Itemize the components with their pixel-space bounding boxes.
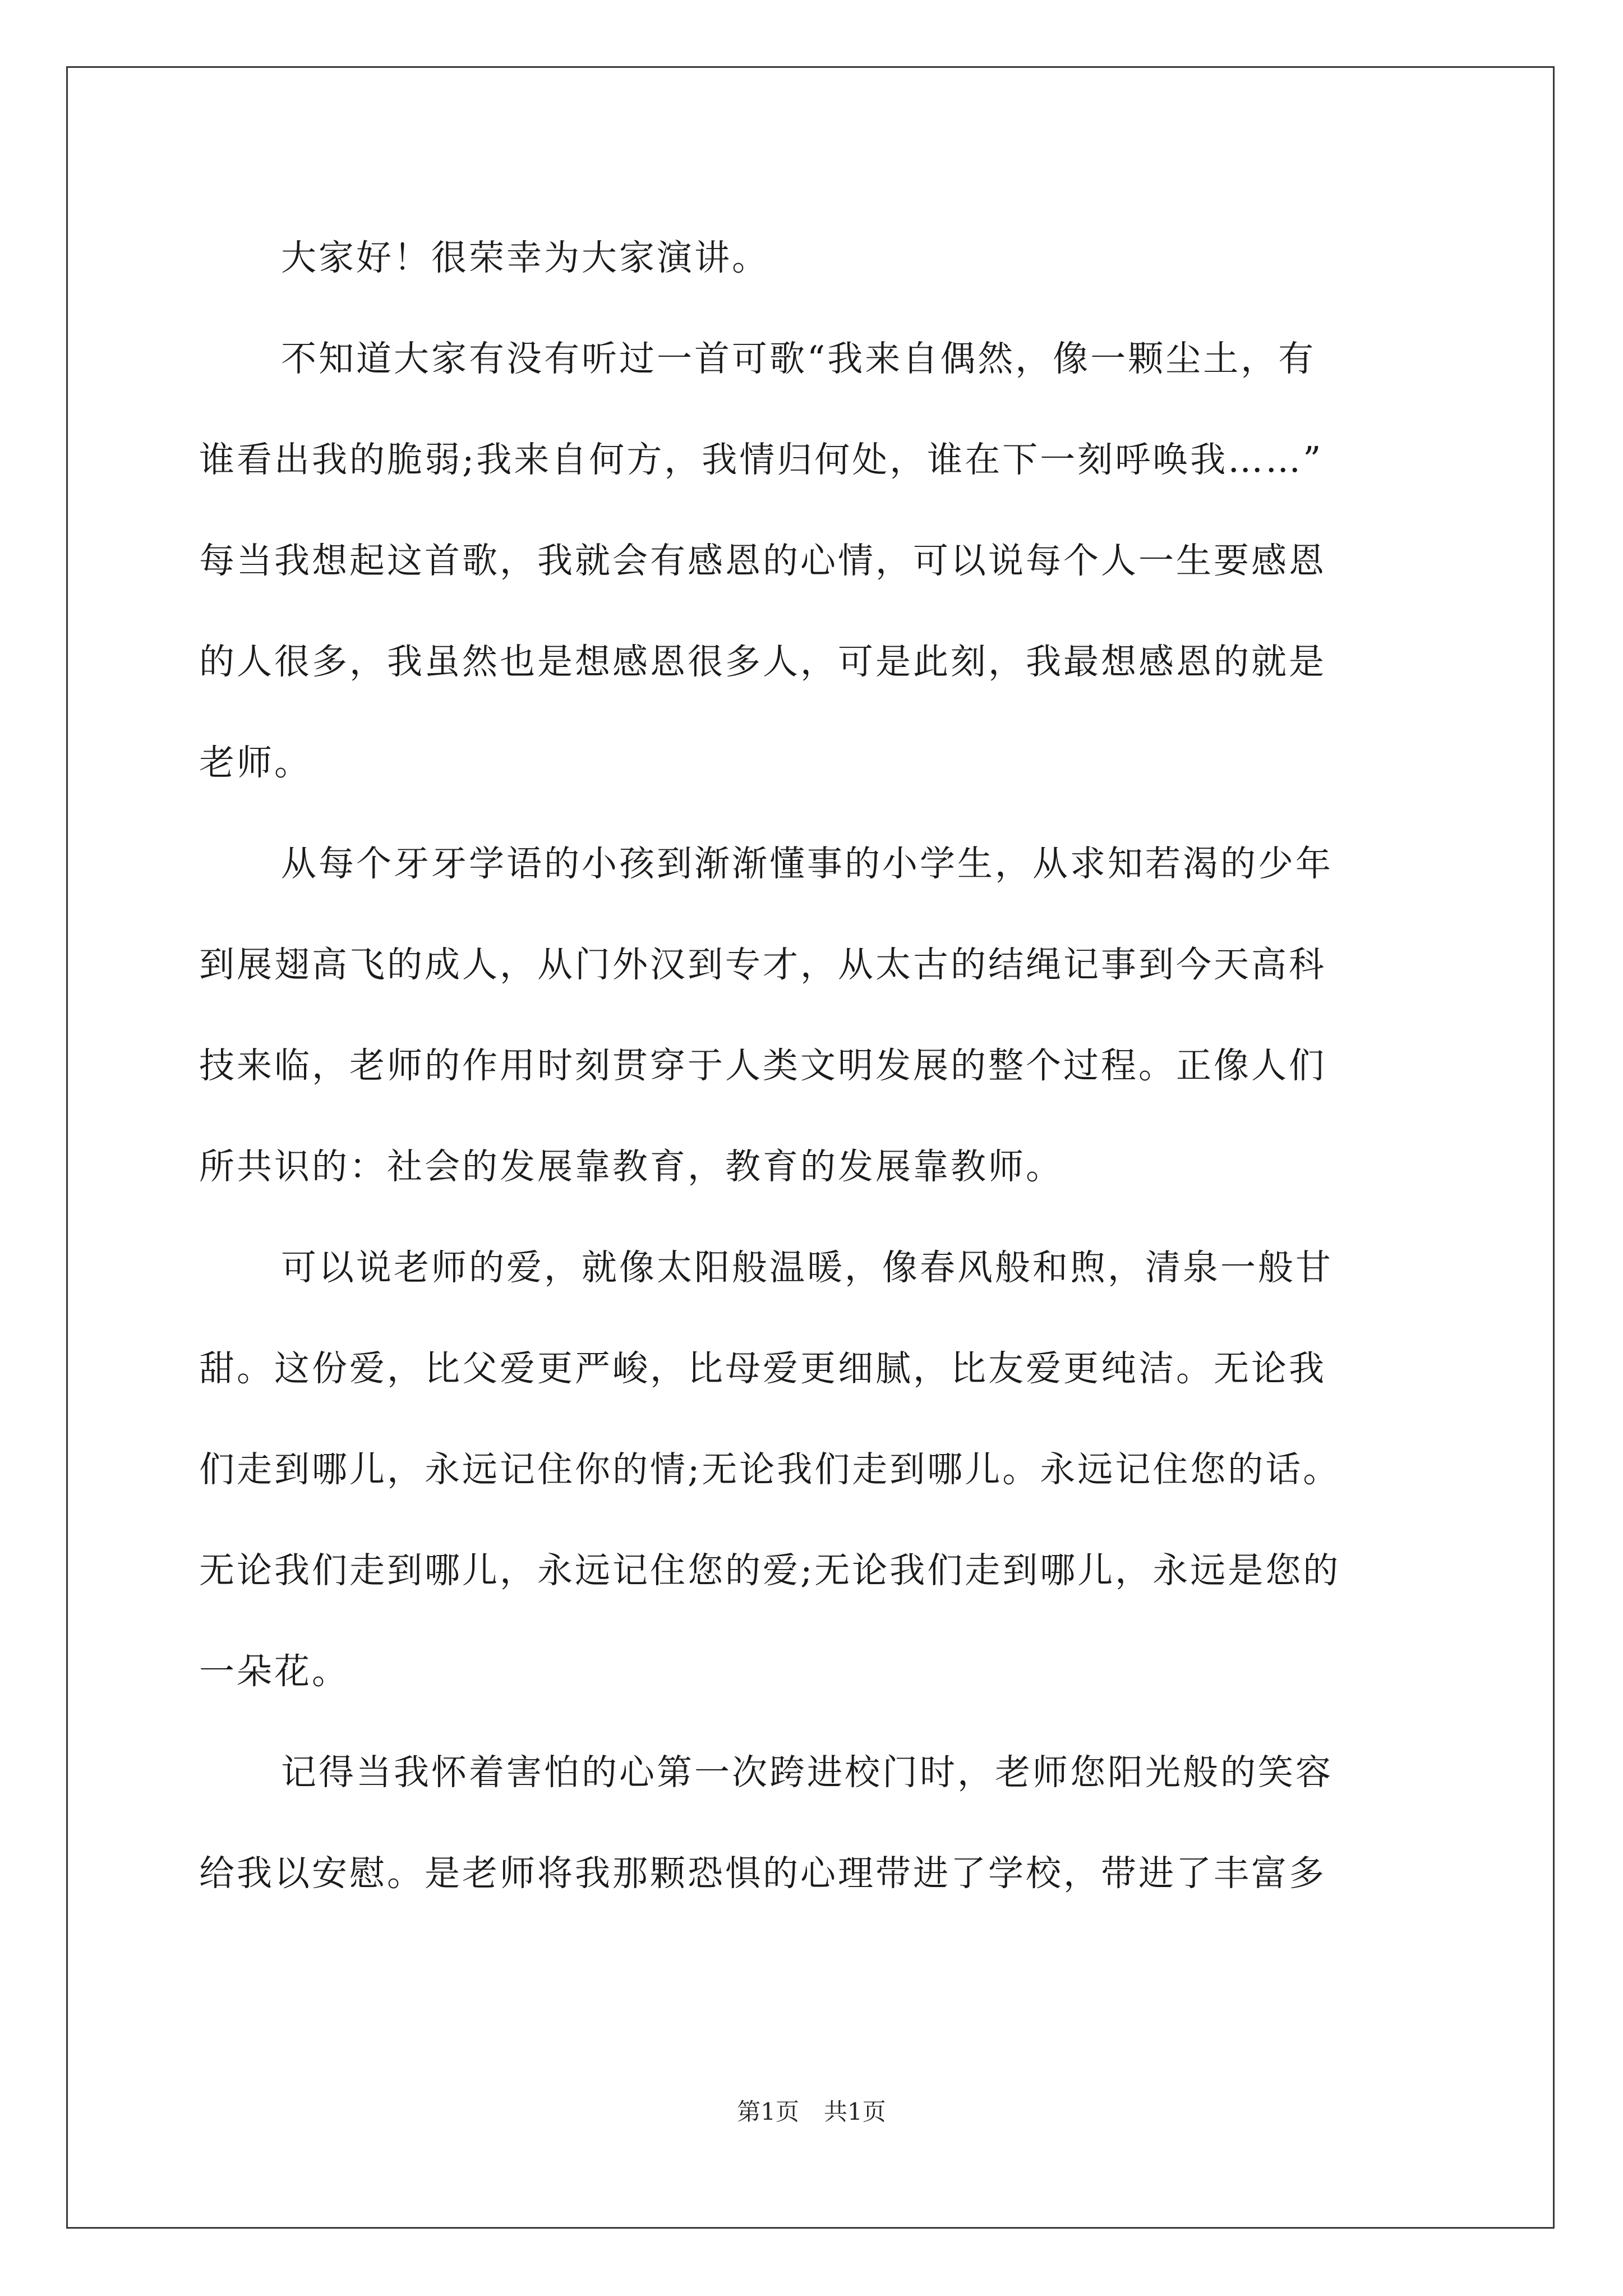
text-line: 老师。 <box>199 742 312 783</box>
text-line: 的人很多，我虽然也是想感恩很多人，可是此刻，我最想感恩的就是 <box>199 641 1326 682</box>
text-line: 谁看出我的脆弱;我来自何方，我情归何处，谁在下一刻呼唤我……” <box>199 439 1324 480</box>
text-line: 所共识的：社会的发展靠教育，教育的发展靠教师。 <box>199 1146 1063 1187</box>
text-line: 不知道大家有没有听过一首可歌“我来自偶然，像一颗尘土，有 <box>281 338 1316 379</box>
text-line: 大家好！很荣幸为大家演讲。 <box>281 237 769 278</box>
page-number-current: 第1页 <box>737 2098 799 2125</box>
text-line: 记得当我怀着害怕的心第一次跨进校门时，老师您阳光般的笑容 <box>281 1752 1333 1793</box>
text-line: 可以说老师的爱，就像太阳般温暖，像春风般和煦，清泉一般甘 <box>281 1247 1333 1288</box>
page-number-total: 共1页 <box>824 2098 886 2125</box>
text-line: 一朵花。 <box>199 1651 349 1692</box>
text-line: 技来临，老师的作用时刻贯穿于人类文明发展的整个过程。正像人们 <box>199 1045 1326 1086</box>
text-line: 甜。这份爱，比父爱更严峻，比母爱更细腻，比友爱更纯洁。无论我 <box>199 1348 1326 1389</box>
text-line: 们走到哪儿，永远记住你的情;无论我们走到哪儿。永远记住您的话。 <box>199 1449 1341 1490</box>
page-footer <box>0 2095 1623 2129</box>
text-line: 从每个牙牙学语的小孩到渐渐懂事的小学生，从求知若渴的少年 <box>281 843 1333 884</box>
text-line: 到展翅高飞的成人，从门外汉到专才，从太古的结绳记事到今天高科 <box>199 944 1326 985</box>
text-line: 每当我想起这首歌，我就会有感恩的心情，可以说每个人一生要感恩 <box>199 540 1326 581</box>
document-body <box>199 208 1433 1924</box>
text-line: 给我以安慰。是老师将我那颗恐惧的心理带进了学校，带进了丰富多 <box>199 1853 1326 1894</box>
text-line: 无论我们走到哪儿，永远记住您的爱;无论我们走到哪儿，永远是您的 <box>199 1550 1341 1591</box>
